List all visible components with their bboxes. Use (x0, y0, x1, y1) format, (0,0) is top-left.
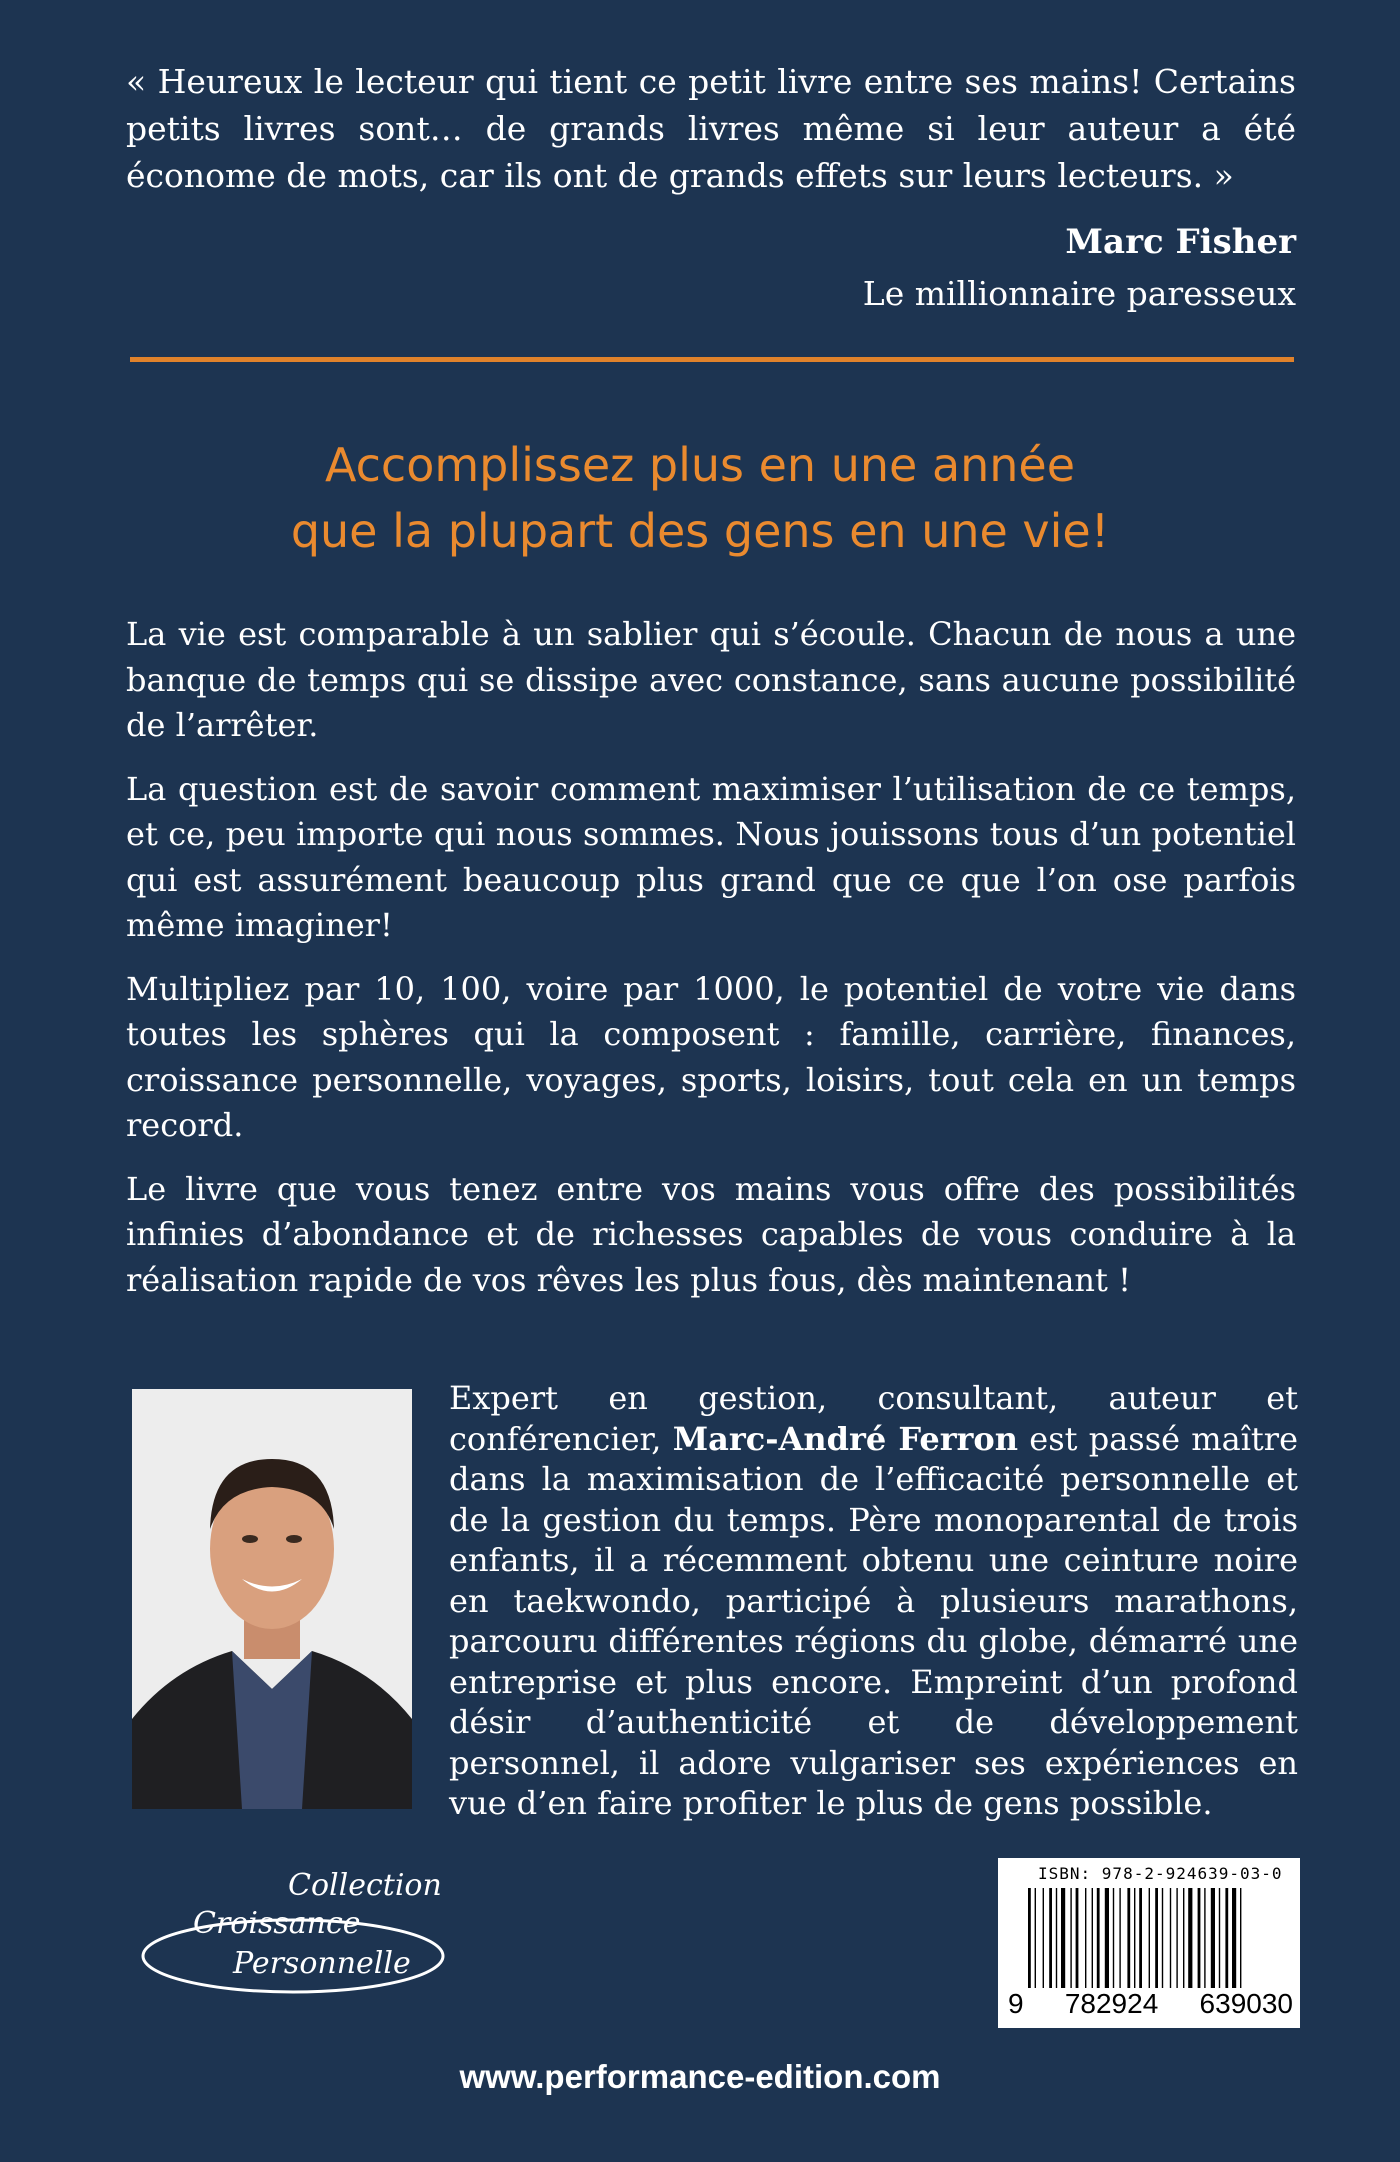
publisher-website[interactable]: www.performance-edition.com (459, 2058, 941, 2095)
paragraph: Le livre que vous tenez entre vos mains vous offre des possibilités infinies d’abondance et de richesses capables de vous conduire à la réalisation rapide de vos rêves les plus fous, dès maintenant ! (126, 1169, 1296, 1299)
collection-logo (138, 1868, 448, 1998)
paragraph: La vie est comparable à un sablier qui s’écoule. Chacun de nous a une banque de temps qui se dissipe avec constance, sans aucune possibilité de l’arrêter. (126, 615, 1296, 744)
barcode-digit-group-2: 639030 (1199, 1988, 1293, 2019)
isbn-label: ISBN: 978-2-924639-03-0 (1038, 1864, 1283, 1883)
quote-author: Marc Fisher (1065, 222, 1296, 262)
headline (0, 432, 1400, 564)
logo-word-collection: Collection (288, 1868, 442, 1903)
testimonial-quote: « Heureux le lecteur qui tient ce petit livre entre ses mains! Certains petits livres sont… de grands livres même si leur auteur a été économe de mots, car ils ont de grands effets sur leurs lecteurs. » (126, 62, 1296, 195)
paragraph: La question est de savoir comment maximiser l’utilisation de ce temps, et ce, peu importe qui nous sommes. Nous jouissons tous d’un potentiel qui est assurément beaucoup plus grand que ce que l’on ose parfois même imaginer! (126, 769, 1296, 944)
isbn-barcode (998, 1858, 1300, 2028)
bio-intro: Expert en gestion, consultant, auteur et conférencier, (449, 1379, 1298, 1458)
author-photo (132, 1389, 412, 1809)
logo-word-personnelle: Personnelle (233, 1946, 411, 1981)
barcode-digits (1008, 1988, 1293, 2020)
bio-text: est passé maître dans la maximisation de l’efficacité personnelle et de la gestion du temps. Père monoparental de trois enfants, il a récemment obtenu une ceinture noire en taekwondo, participé à plusieurs marathons, parcouru différentes régions du globe, démarré une entreprise et plus encore. Empreint d’un profond désir d’authenticité et de développement personnel, il adore vulgariser ses expériences en vue d’en faire profiter le plus de gens possible. (449, 1419, 1299, 1822)
logo-word-croissance: Croissance (193, 1906, 361, 1941)
barcode-digit-prefix: 9 (1008, 1988, 1024, 2019)
quote-source: Le millionnaire paresseux (862, 274, 1296, 313)
headline-line-2: que la plupart des gens en une vie! (290, 504, 1110, 558)
headline-line-1: Accomplissez plus en une année (324, 438, 1076, 492)
paragraph: Multipliez par 10, 100, voire par 1000, le potentiel de votre vie dans toutes les sphères qui la composent : famille, carrière, finances, croissance personnelle, voyages, sports, loisirs, tout cela en un temps record. (126, 969, 1296, 1144)
description (126, 612, 1296, 1321)
barcode-digit-group-1: 782924 (1064, 1988, 1159, 2019)
author-name: Marc-André Ferron (672, 1419, 1019, 1458)
orange-divider (130, 357, 1294, 362)
barcode-bars-icon (1028, 1888, 1286, 1988)
author-bio (449, 1378, 1298, 1824)
